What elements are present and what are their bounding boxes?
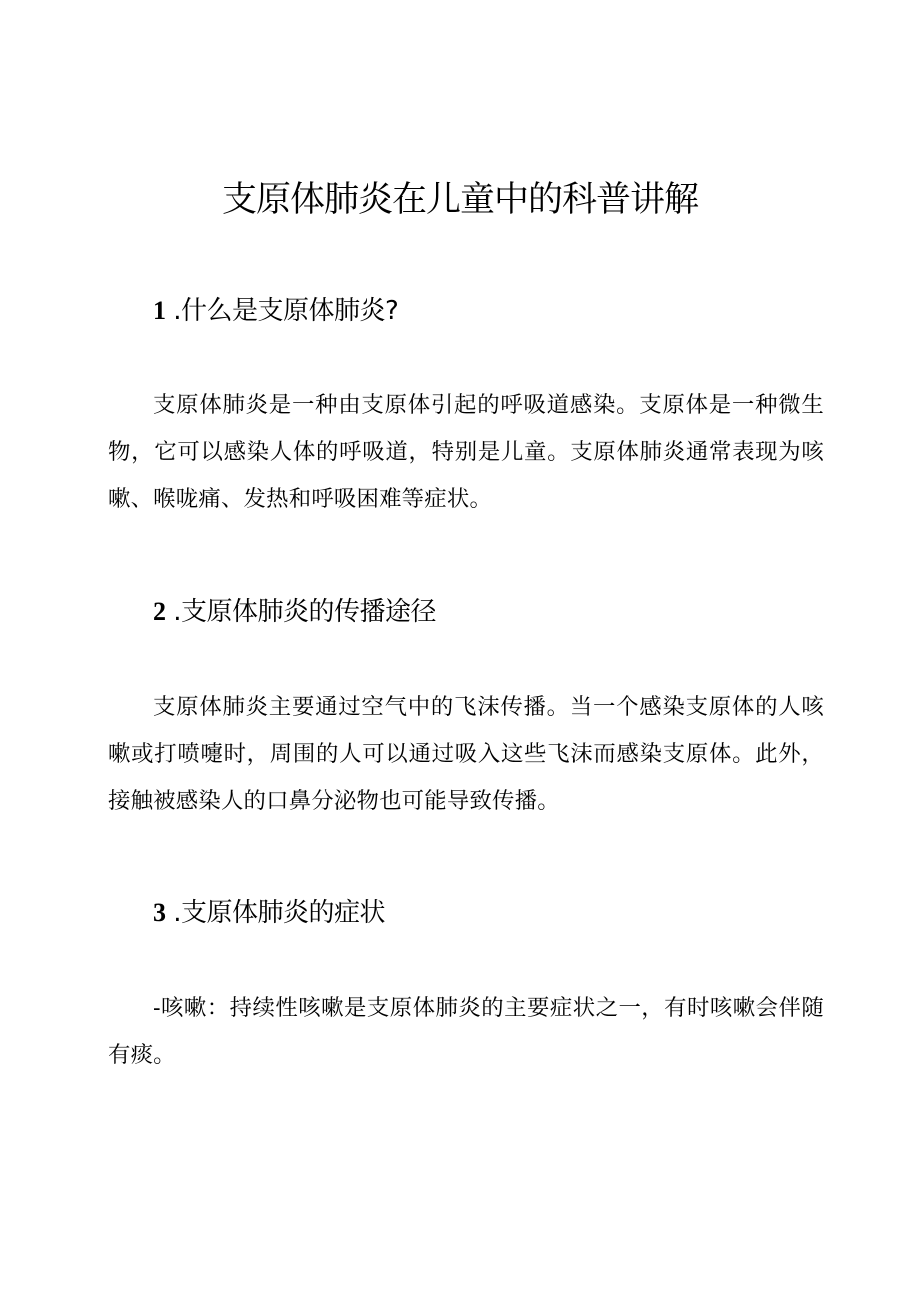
section-1-heading-text: .什么是支原体肺炎? — [173, 296, 399, 326]
section-1-heading — [153, 293, 398, 329]
section-1-body: 支原体肺炎是一种由支原体引起的呼吸道感染。支原体是一种微生物，它可以感染人体的呼吸道，特别是儿童。支原体肺炎通常表现为咳嗽、喉咙痛、发热和呼吸困难等症状。 — [108, 392, 824, 512]
section-2-heading-text: .支原体肺炎的传播途径 — [173, 597, 437, 627]
document-title: 支原体肺炎在儿童中的科普讲解 — [221, 180, 698, 220]
section-1-number: 1 — [153, 296, 166, 325]
section-2-body: 支原体肺炎主要通过空气中的飞沫传播。当一个感染支原体的人咳嗽或打喷嚏时，周围的人可以通过吸入这些飞沫而感染支原体。此外，接触被感染人的口鼻分泌物也可能导致传播。 — [108, 694, 824, 814]
section-3-heading — [153, 895, 385, 931]
section-2-number: 2 — [153, 597, 166, 626]
section-3-body: -咳嗽：持续性咳嗽是支原体肺炎的主要症状之一，有时咳嗽会伴随有痰。 — [108, 995, 824, 1068]
section-3-number: 3 — [153, 898, 166, 927]
section-2-heading — [153, 594, 436, 630]
section-3-heading-text: .支原体肺炎的症状 — [173, 898, 386, 928]
